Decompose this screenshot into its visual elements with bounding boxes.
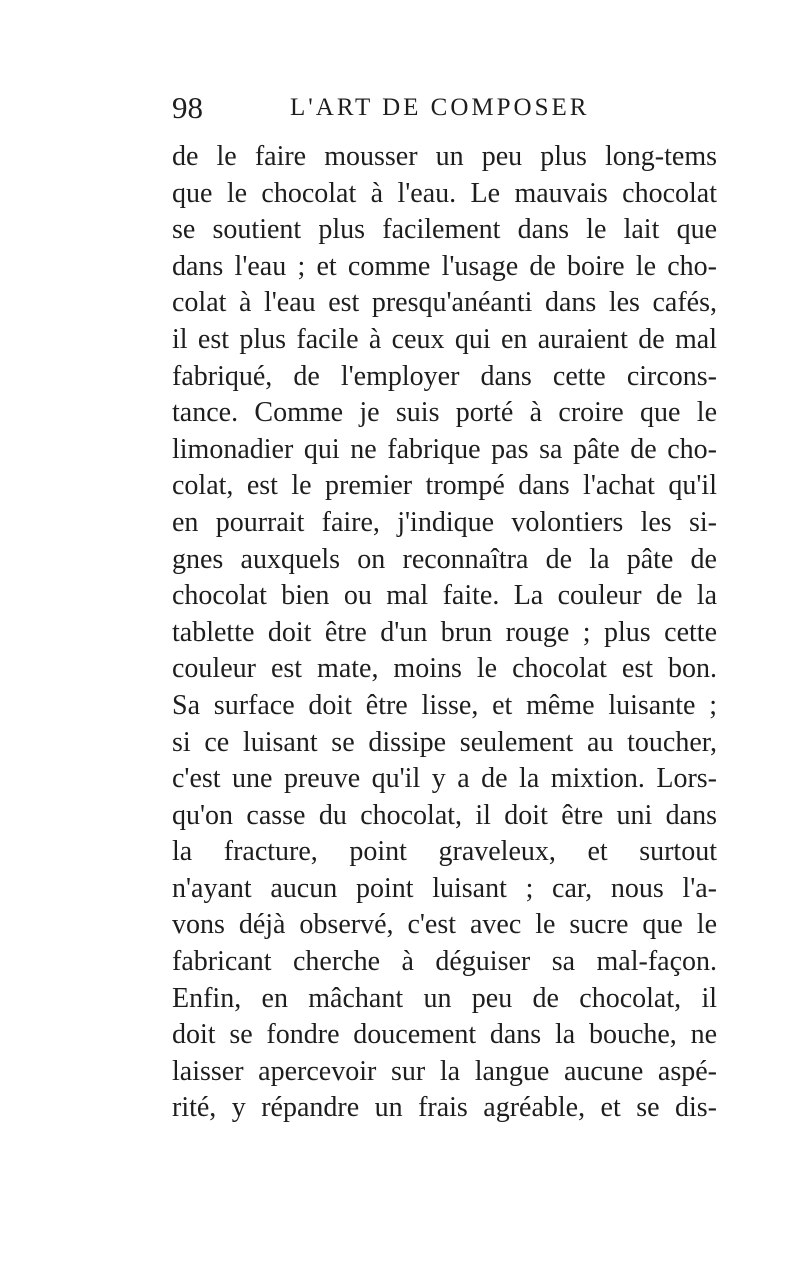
page-header: [172, 88, 602, 128]
text-line: il est plus facile à ceux qui en auraient de mal: [172, 323, 717, 355]
text-line: tance. Comme je suis porté à croire que le: [172, 397, 717, 429]
text-line: limonadier qui ne fabrique pas sa pâte de cho-: [172, 433, 717, 465]
page-number: 98: [172, 90, 203, 125]
text-line: chocolat bien ou mal faite. La couleur de la: [172, 580, 717, 612]
text-line: n'ayant aucun point luisant ; car, nous l'a-: [172, 872, 717, 904]
text-line: laisser apercevoir sur la langue aucune aspé-: [172, 1055, 717, 1087]
text-line: se soutient plus facilement dans le lait que: [172, 214, 717, 246]
text-line: la fracture, point graveleux, et surtout: [172, 836, 717, 868]
running-head: L'ART DE COMPOSER: [290, 94, 590, 121]
text-line: que le chocolat à l'eau. Le mauvais chocolat: [172, 177, 717, 209]
text-line: fabricant cherche à déguiser sa mal-façon.: [172, 946, 717, 978]
text-line: si ce luisant se dissipe seulement au toucher,: [172, 726, 717, 758]
text-line: qu'on casse du chocolat, il doit être uni dans: [172, 799, 717, 831]
text-line: de le faire mousser un peu plus long-tems: [172, 141, 717, 172]
text-line: colat, est le premier trompé dans l'achat qu'il: [172, 470, 717, 502]
text-line: doit se fondre doucement dans la bouche, ne: [172, 1019, 717, 1051]
text-line: tablette doit être d'un brun rouge ; plus cette: [172, 616, 717, 648]
body-text: [172, 139, 717, 1127]
text-line: c'est une preuve qu'il y a de la mixtion. Lors-: [172, 763, 717, 795]
text-line: colat à l'eau est presqu'anéanti dans les cafés,: [172, 287, 717, 319]
text-line: en pourrait faire, j'indique volontiers les si-: [172, 506, 717, 538]
text-line: Enfin, en mâchant un peu de chocolat, il: [172, 982, 717, 1014]
text-line: fabriqué, de l'employer dans cette circons-: [172, 360, 717, 392]
text-line: dans l'eau ; et comme l'usage de boire le cho-: [172, 250, 717, 282]
text-line: Sa surface doit être lisse, et même luisante ;: [172, 689, 717, 721]
text-line: gnes auxquels on reconnaîtra de la pâte de: [172, 543, 717, 575]
text-line: rité, y répandre un frais agréable, et se dis-: [172, 1092, 717, 1124]
text-line: vons déjà observé, c'est avec le sucre que le: [172, 909, 717, 941]
text-line: couleur est mate, moins le chocolat est bon.: [172, 653, 717, 685]
